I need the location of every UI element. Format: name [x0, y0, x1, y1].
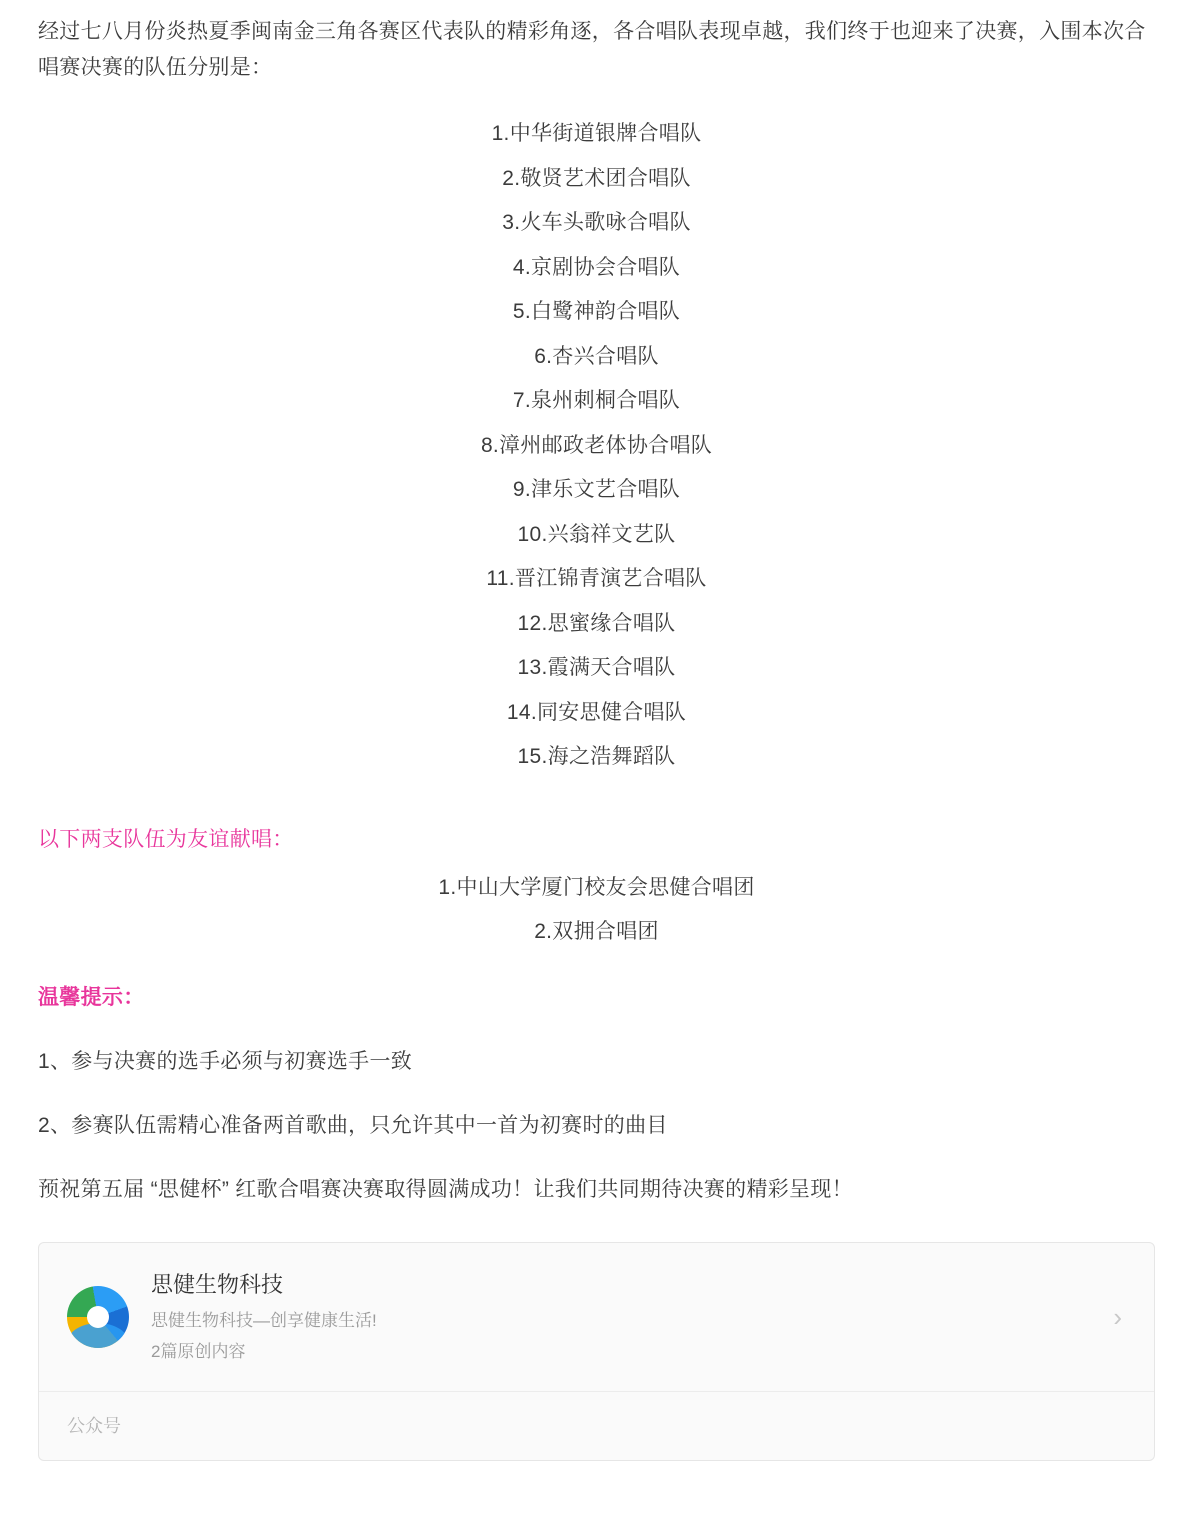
friendship-heading: 以下两支队伍为友谊献唱： [38, 827, 294, 851]
chevron-right-icon[interactable]: › [1113, 1301, 1122, 1332]
spacer [38, 954, 1155, 980]
official-account-description: 思健生物科技—创享健康生活! [151, 1310, 377, 1330]
tip-line-2: 2、参赛队伍需精心准备两首歌曲，只允许其中一首为初赛时的曲目 [38, 1113, 668, 1137]
tip-line-1: 1、参与决赛的选手必须与初赛选手一致 [38, 1049, 413, 1073]
spacer [38, 1461, 1155, 1521]
official-account-main[interactable] [39, 1243, 1154, 1391]
official-account-footer-label: 公众号 [39, 1391, 1154, 1460]
official-account-avatar-icon [67, 1286, 129, 1348]
list-item: 4.京剧协会合唱队 [512, 255, 681, 279]
list-item: 5.白鹭神韵合唱队 [512, 300, 681, 324]
spacer [38, 1144, 1155, 1172]
list-item: 2.双拥合唱团 [534, 919, 659, 943]
spacer [38, 1016, 1155, 1044]
list-item: 10.兴翁祥文艺队 [517, 522, 676, 546]
list-item: 2.敬贤艺术团合唱队 [502, 166, 691, 190]
list-item: 15.海之浩舞蹈队 [517, 745, 676, 769]
list-item: 7.泉州刺桐合唱队 [512, 389, 681, 413]
list-item: 13.霞满天合唱队 [517, 656, 676, 680]
list-item: 14.同安思健合唱队 [506, 700, 687, 724]
official-account-name: 思健生物科技 [151, 1271, 284, 1297]
official-account-card[interactable] [38, 1242, 1155, 1461]
list-item: 11.晋江锦青演艺合唱队 [486, 567, 707, 591]
list-item: 6.杏兴合唱队 [534, 344, 659, 368]
list-item: 9.津乐文艺合唱队 [512, 478, 681, 502]
list-item: 1.中华街道银牌合唱队 [491, 122, 702, 146]
spacer [38, 780, 1155, 822]
avatar-wave-shape [67, 1323, 129, 1348]
list-item: 8.漳州邮政老体协合唱队 [480, 433, 713, 457]
finalist-team-list [38, 112, 1155, 780]
closing-line: 预祝第五届 “思健杯” 红歌合唱赛决赛取得圆满成功！让我们共同期待决赛的精彩呈现！ [38, 1177, 853, 1201]
official-account-article-count: 2篇原创内容 [151, 1341, 246, 1361]
list-item: 1.中山大学厦门校友会思健合唱团 [438, 875, 755, 899]
friendship-team-list [38, 866, 1155, 954]
spacer [38, 1080, 1155, 1108]
intro-paragraph: 经过七八月份炎热夏季闽南金三角各赛区代表队的精彩角逐，各合唱队表现卓越，我们终于也迎来了决赛，入围本次合唱赛决赛的队伍分别是： [38, 20, 1146, 80]
list-item: 12.思蜜缘合唱队 [517, 611, 676, 635]
official-account-text [129, 1269, 1113, 1365]
tips-heading: 温馨提示： [38, 985, 145, 1009]
list-item: 3.火车头歌咏合唱队 [502, 211, 691, 235]
